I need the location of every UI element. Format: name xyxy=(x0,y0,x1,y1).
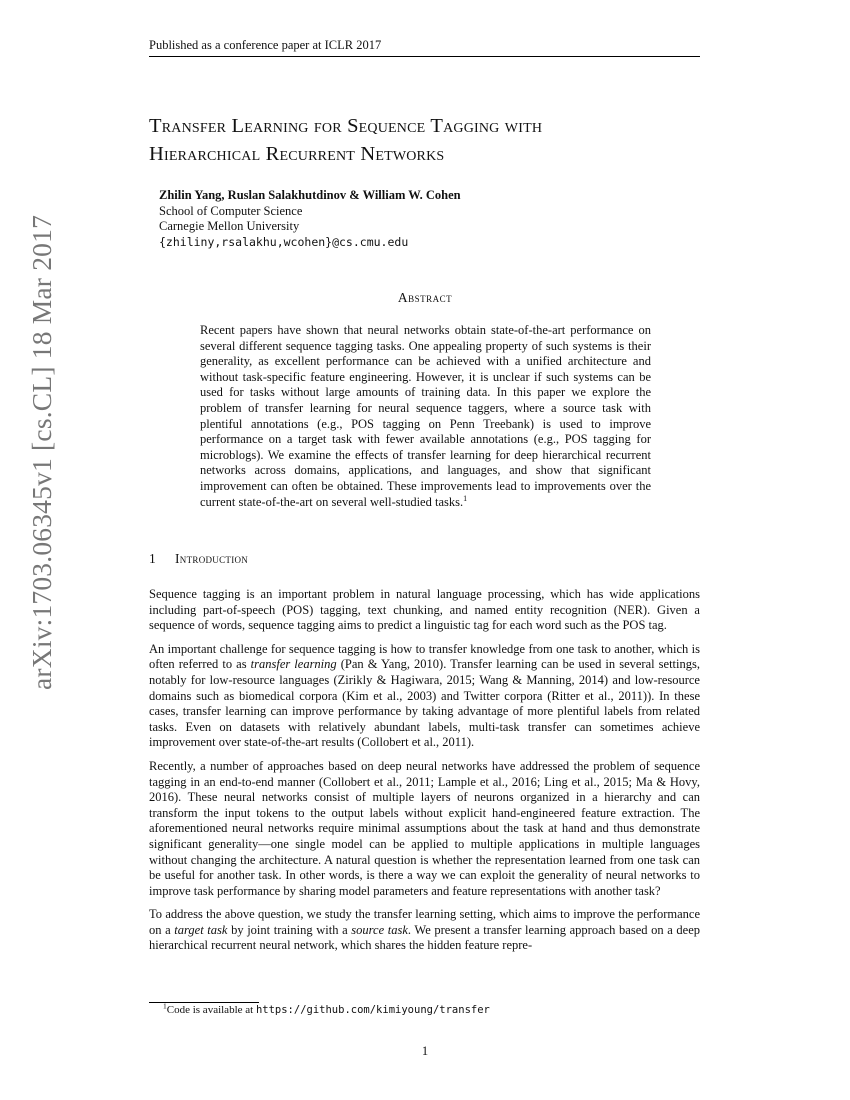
introduction-body xyxy=(149,587,700,962)
abstract-heading: Abstract xyxy=(397,290,453,305)
paragraph-4 xyxy=(149,907,700,954)
header-rule xyxy=(149,56,700,57)
paper-title-line-1: Transfer Learning for Sequence Tagging with xyxy=(149,115,543,137)
affiliation-school: School of Computer Science xyxy=(159,203,303,218)
running-header: Published as a conference paper at ICLR 2017 xyxy=(149,38,382,52)
paragraph-4-text-c: . We present a transfer learning approach based on a deep hierarchical recurrent neural network, which shares the hidden feature repre- xyxy=(149,922,700,953)
affiliation-university: Carnegie Mellon University xyxy=(159,219,300,234)
paragraph-3: Recently, a number of approaches based on deep neural networks have addressed the problem of sequence tagging in an end-to-end manner (Collobert et al., 2011; Lample et al., 2016; Ling et al., 2015; Ma & Hovy, 2016). These neural networks consist of multiple layers of neurons organized in a hierarchy and can transform the input tokens to the output labels without explicit hand-engineered feature extraction. The aforementioned neural networks require minimal assumptions about the task at hand and thus demonstrate significant generality—one single model can be applied to multiple applications in multiple languages without changing the architecture. A natural question is whether the representation learned from one task can be useful for another task. In other words, is there a way we can exploit the generality of neural networks to improve task performance by sharing model parameters and feature representations with another task? xyxy=(149,758,700,898)
author-names: Zhilin Yang, Ruslan Salakhutdinov & William W. Cohen xyxy=(159,188,461,202)
author-emails: {zhiliny,rsalakhu,wcohen}@cs.cmu.edu xyxy=(159,234,409,249)
author-block xyxy=(159,188,699,250)
abstract-text xyxy=(200,323,651,510)
footnote xyxy=(163,1003,703,1017)
paragraph-2-text-a: An important challenge for sequence tagging is how to transfer knowledge from one task to another, which is often referred to as xyxy=(149,641,700,672)
paragraph-4-text-a: To address the above question, we study the transfer learning setting, which aims to improve the performance on a xyxy=(149,907,700,937)
section-number: 1 xyxy=(149,551,156,566)
paragraph-4-text-b: by joint training with a xyxy=(227,922,352,937)
paragraph-2 xyxy=(149,642,700,751)
page-number: 1 xyxy=(421,1044,429,1058)
footnote-mark: 1 xyxy=(463,493,468,503)
footnote-text: Code is available at xyxy=(166,1004,256,1016)
paper-title xyxy=(149,112,709,168)
term-target-task: target task xyxy=(174,922,228,937)
section-title: Introduction xyxy=(175,551,249,566)
paper-title-line-2: Hierarchical Recurrent Networks xyxy=(149,143,445,165)
code-link[interactable]: https://github.com/kimiyoung/transfer xyxy=(255,1004,490,1016)
term-source-task: source task xyxy=(351,922,408,937)
arxiv-identifier: arXiv:1703.06345v1 [cs.CL] 18 Mar 2017 xyxy=(26,214,57,690)
section-heading-introduction xyxy=(149,551,700,567)
term-transfer-learning: transfer learning xyxy=(250,657,337,672)
paragraph-1: Sequence tagging is an important problem in natural language processing, which has wide applications including part-of-speech (POS) tagging, text chunking, and named entity recognition (NER). Given a sequence of words, sequence tagging aims to predict a linguistic tag for each word such as the POS tag. xyxy=(149,587,700,633)
abstract-body: Recent papers have shown that neural networks obtain state-of-the-art performance on several different sequence tagging tasks. One appealing property of such systems is their generality, as excellent performance can be achieved with a unified architecture and without task-specific feature engineering. However, it is unclear if such systems can be used for tasks without large amounts of training data. In this paper we explore the problem of transfer learning for neural sequence taggers, where a source task with plentiful annotations (e.g., POS tagging on Penn Treebank) is used to improve performance on a target task with fewer available annotations (e.g., POS tagging for microblogs). We examine the effects of transfer learning for deep hierarchical recurrent networks across domains, applications, and languages, and show that significant improvement can often be obtained. These improvements lead to improvements over the current state-of-the-art on several well-studied tasks. xyxy=(200,323,651,509)
footnote-number: 1 xyxy=(163,1001,167,1011)
paragraph-2-text-b: (Pan & Yang, 2010). Transfer learning can be used in several settings, notably for low-resource languages (Zirikly & Hagiwara, 2015; Wang & Manning, 2014) and low-resource domains such as biomedical corpora (Kim et al., 2003) and Twitter corpora (Ritter et al., 2011)). In these cases, transfer learning can improve performance by taking advantage of more plentiful labels from related tasks. Even on datasets with relatively abundant labels, multi-task transfer can sometimes achieve improvement over state-of-the-art results (Collobert et al., 2011). xyxy=(149,657,700,750)
